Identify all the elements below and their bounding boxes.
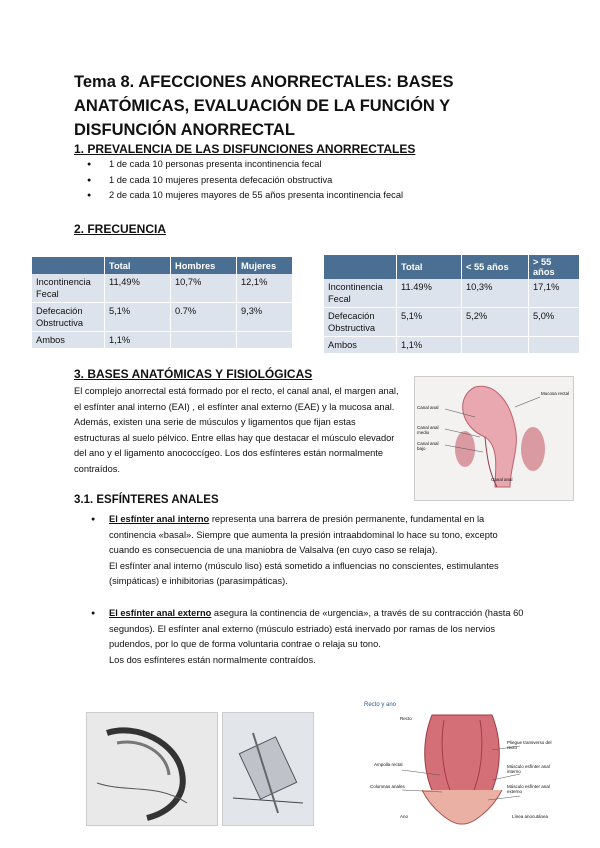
- prevalence-list: [109, 157, 549, 204]
- list-item: ● 1 de cada 10 personas presenta incontinencia fecal: [109, 157, 549, 173]
- figure-label: Músculo esfínter anal interno: [507, 764, 550, 774]
- frequency-table-age: [324, 255, 579, 354]
- table-row: Defecación Obstructiva 5,1% 5,2% 5,0%: [324, 308, 579, 337]
- internal-sphincter-paragraph: El esfínter anal interno representa una barrera de presión permanente, fundamental en la continencia «basal». Siempre que aumenta la presión intraabdominal lo hace su tono, excepto cuando es consecuencia de una maniobra de Valsalva (en cuyo caso se relaja). El esfínter anal interno (músculo liso) está sometido a influencias no conscientes, estimulantes (simpáticas) e inhibitorias (parasimpáticas).: [109, 514, 499, 586]
- table-header: Total: [397, 255, 462, 279]
- figure-label: Canal anal: [491, 477, 513, 482]
- anatomy-paragraph: El complejo anorrectal está formado por el recto, el canal anal, el margen anal, el esfínter anal interno (EAI) , el esfínter anal externo (EAE) y la mucosa anal. Además, existen una serie de músculos y ligamentos que fijan estas estructuras al suelo pélvico. Entre ellas hay que destacar el músculo elevador del ano y el ligamento anococcígeo. Los dos esfínteres están normalmente contraídos.: [74, 386, 399, 474]
- frequency-table-sex: [32, 257, 292, 349]
- pelvic-floor-illustration: [223, 713, 313, 825]
- figure-label: Pliegue transverso del recto: [507, 740, 552, 750]
- table-header: Total: [105, 257, 171, 274]
- table-header: [324, 255, 397, 279]
- list-item: ● 1 de cada 10 mujeres presenta defecación obstructiva: [109, 173, 549, 189]
- table-row: Defecación Obstructiva 5,1% 0.7% 9,3%: [32, 303, 292, 332]
- section-3-heading: 3. BASES ANATÓMICAS Y FISIOLÓGICAS: [74, 367, 313, 381]
- table-row: Incontinencia Fecal 11.49% 10,3% 17,1%: [324, 279, 579, 308]
- table-header: Mujeres: [237, 257, 293, 274]
- figure-label: Canal anal: [417, 405, 439, 410]
- figure-label: Canal anal medio: [417, 425, 439, 435]
- figure-label: Canal anal bajo: [417, 441, 439, 451]
- section-2-heading: 2. FRECUENCIA: [74, 222, 167, 236]
- sagittal-section-figure: [86, 712, 218, 826]
- figure-label: Músculo esfínter anal externo: [507, 784, 550, 794]
- bullet-icon: ●: [91, 610, 96, 617]
- subsection-heading: 3.1. ESFÍNTERES ANALES: [74, 494, 219, 506]
- figure-label: Ano: [400, 814, 409, 819]
- section-1-heading: 1. PREVALENCIA DE LAS DISFUNCIONES ANORRECTALES: [74, 142, 416, 156]
- table-header: < 55 años: [462, 255, 529, 279]
- table-header: [32, 257, 105, 274]
- table-row: Ambos 1,1%: [324, 337, 579, 354]
- figure-label: Recto: [400, 716, 412, 721]
- page-title: Tema 8. AFECCIONES ANORRECTALES: BASES ANATÓMICAS, EVALUACIÓN DE LA FUNCIÓN Y DISFUNCIÓN ANORRECTAL: [74, 73, 454, 139]
- table-header: > 55 años: [529, 255, 580, 279]
- rectum-anus-figure: [362, 700, 562, 828]
- table-header: Hombres: [171, 257, 237, 274]
- table-row: Ambos 1,1%: [32, 332, 292, 349]
- external-sphincter-paragraph: El esfínter anal externo asegura la continencia de «urgencia», a través de su contracción (hasta 60 segundos). El esfínter anal externo (músculo estriado) está inervado por ramas de los nervios pudendos, por lo que de forma voluntaria contrae o relaja su tono. Los dos esfínteres están normalmente contraídos.: [109, 608, 524, 665]
- sagittal-illustration: [87, 713, 217, 825]
- figure-title: Recto y ano: [364, 702, 397, 708]
- pelvic-floor-figure: [222, 712, 314, 826]
- figure-label: Mucosa rectal: [541, 391, 570, 396]
- figure-label: Columnas anales: [370, 784, 405, 789]
- anorectal-anatomy-figure: [414, 376, 574, 501]
- table-row: Incontinencia Fecal 11,49% 10,7% 12,1%: [32, 274, 292, 303]
- figure-label: Ampolla rectal: [374, 762, 403, 767]
- list-item: ● 2 de cada 10 mujeres mayores de 55 años presenta incontinencia fecal: [109, 188, 549, 204]
- figure-label: Línea anocutánea: [512, 814, 549, 819]
- bullet-icon: ●: [91, 516, 96, 523]
